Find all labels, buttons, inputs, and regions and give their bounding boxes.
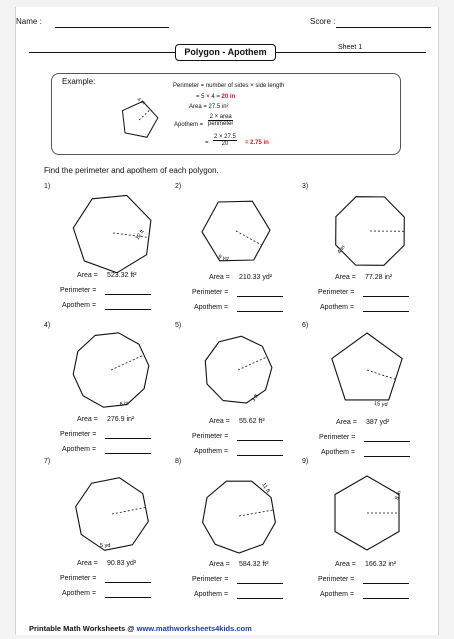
example-apothem-line	[139, 110, 150, 120]
apothem-line	[367, 370, 395, 379]
area-value: 387 yd²	[366, 419, 390, 426]
score-label: Score :	[310, 17, 336, 26]
apothem-line	[236, 231, 262, 245]
apothem-answer-line[interactable]	[363, 311, 409, 312]
area-label: Area =	[335, 561, 356, 568]
area-value: 55.62 ft²	[239, 418, 265, 425]
apothem-line	[112, 507, 146, 514]
perimeter-answer-line[interactable]	[105, 582, 151, 583]
perimeter-answer-line[interactable]	[237, 296, 283, 297]
area-label: Area =	[336, 419, 357, 426]
perimeter-label: Perimeter =	[318, 576, 355, 583]
example-perimeter-formula: Perimeter = number of sides × side length	[173, 83, 285, 89]
apothem-answer-line[interactable]	[237, 598, 283, 599]
apothem-label: Apothem =	[194, 448, 229, 455]
apothem-label: Apothem =	[320, 591, 355, 598]
side-length-label: 12 ft	[134, 228, 146, 242]
side-length-label: 11 ft	[260, 482, 271, 494]
perimeter-answer-line[interactable]	[105, 438, 151, 439]
problem-number: 5)	[175, 322, 182, 329]
example-apothem-label: Apothem =	[174, 122, 204, 128]
apothem-label: Apothem =	[62, 590, 97, 597]
side-length-label: 4 in	[336, 244, 347, 256]
instructions: Find the perimeter and apothem of each polygon.	[44, 166, 219, 175]
area-value: 276.9 in²	[107, 416, 135, 423]
side-length-label: 8 in	[394, 490, 403, 501]
perimeter-label: Perimeter =	[192, 433, 229, 440]
perimeter-answer-line[interactable]	[237, 583, 283, 584]
perimeter-answer-line[interactable]	[364, 441, 410, 442]
side-length-label: 6 in	[119, 400, 130, 408]
perimeter-label: Perimeter =	[60, 575, 97, 582]
example-perimeter-calc: = 5 × 4 = 20 in	[196, 94, 236, 100]
side-length-label: 9 yd	[217, 254, 230, 263]
problem-number: 4)	[44, 322, 51, 329]
area-value: 523.32 ft²	[107, 272, 137, 279]
name-label: Name :	[16, 17, 42, 26]
area-value: 584.32 ft²	[239, 561, 269, 568]
apothem-answer-line[interactable]	[105, 309, 151, 310]
apothem-line	[238, 357, 267, 370]
apothem-label: Apothem =	[62, 446, 97, 453]
apothem-answer-line[interactable]	[237, 455, 283, 456]
apothem-label: Apothem =	[320, 304, 355, 311]
problem-number: 3)	[302, 183, 309, 190]
example-perimeter-result: 20 in	[221, 94, 236, 100]
apothem-label: Apothem =	[321, 449, 356, 456]
footer: Printable Math Worksheets @ www.mathworksheets4kids.com	[29, 624, 252, 633]
example-side-label: 4 in	[135, 96, 146, 107]
example-fraction-values: $\frac{2 \times 27.5}{20}$	[214, 134, 236, 147]
side-length-label: 5 yd	[100, 543, 111, 549]
pentagon-icon	[332, 333, 402, 400]
area-value: 166.32 in²	[365, 561, 397, 568]
side-length-label: 3 ft	[250, 393, 261, 404]
area-label: Area =	[77, 416, 98, 423]
area-label: Area =	[209, 418, 230, 425]
worksheet-title: Polygon - Apothem	[175, 44, 276, 61]
area-label: Area =	[77, 560, 98, 567]
perimeter-answer-line[interactable]	[105, 294, 151, 295]
apothem-label: Apothem =	[62, 302, 97, 309]
perimeter-label: Perimeter =	[192, 289, 229, 296]
perimeter-label: Perimeter =	[192, 576, 229, 583]
side-length-label: 15 yd	[373, 401, 388, 409]
area-value: 210.33 yd²	[239, 274, 273, 281]
example-apothem-result: = 2.75 in	[245, 140, 269, 146]
perimeter-label: Perimeter =	[60, 287, 97, 294]
apothem-label: Apothem =	[194, 591, 229, 598]
perimeter-label: Perimeter =	[318, 289, 355, 296]
example-fraction-formula: 2 × area perimeter	[208, 114, 234, 127]
area-value: 77.28 in²	[365, 274, 393, 281]
apothem-answer-line[interactable]	[363, 598, 409, 599]
area-value: 90.83 yd²	[107, 560, 137, 567]
area-label: Area =	[335, 274, 356, 281]
perimeter-label: Perimeter =	[60, 431, 97, 438]
perimeter-answer-line[interactable]	[237, 440, 283, 441]
perimeter-answer-line[interactable]	[363, 583, 409, 584]
perimeter-answer-line[interactable]	[363, 296, 409, 297]
apothem-answer-line[interactable]	[364, 456, 410, 457]
example-label: Example:	[62, 77, 96, 86]
apothem-line	[239, 510, 273, 516]
problem-number: 2)	[175, 183, 182, 190]
perimeter-label: Perimeter =	[319, 434, 356, 441]
problem-number: 9)	[302, 458, 309, 465]
problem-number: 7)	[44, 458, 51, 465]
problem-number: 8)	[175, 458, 182, 465]
apothem-answer-line[interactable]	[237, 311, 283, 312]
area-label: Area =	[209, 274, 230, 281]
example-area: Area = 27.5 in²	[189, 104, 229, 110]
apothem-answer-line[interactable]	[105, 597, 151, 598]
problem-number: 6)	[302, 322, 309, 329]
apothem-line	[111, 355, 144, 370]
area-label: Area =	[77, 272, 98, 279]
sheet-number: Sheet 1	[338, 44, 363, 51]
example-equals: =	[205, 140, 209, 146]
apothem-answer-line[interactable]	[105, 453, 151, 454]
apothem-label: Apothem =	[194, 304, 229, 311]
area-label: Area =	[209, 561, 230, 568]
problem-number: 1)	[44, 183, 51, 190]
footer-link[interactable]: www.mathworksheets4kids.com	[136, 624, 252, 633]
